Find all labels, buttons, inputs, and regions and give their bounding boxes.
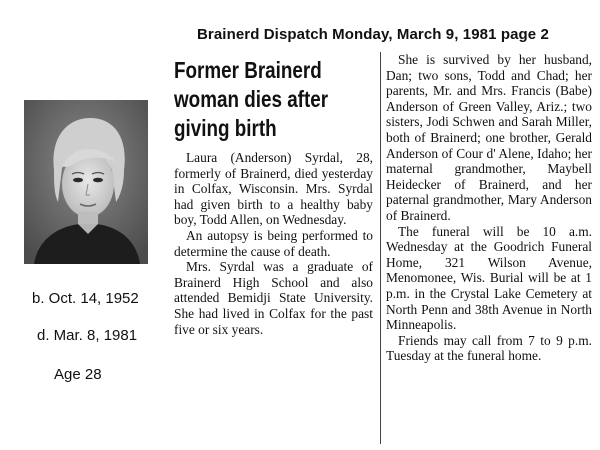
- age-label: Age 28: [54, 366, 102, 383]
- death-date: d. Mar. 8, 1981: [37, 327, 138, 344]
- headline-line: giving birth: [174, 115, 277, 141]
- article-paragraph: An autopsy is being performed to determine the cause of death.: [174, 227, 373, 259]
- portrait-photo: [24, 100, 148, 264]
- page-header: Brainerd Dispatch Monday, March 9, 1981 page 2: [197, 26, 549, 43]
- article-paragraph: She is survived by her husband, Dan; two sons, Todd and Chad; her parents, Mr. and Mrs. Francis (Babe) Anderson of Green Valley, Ariz.; two sisters, Jodi Schwen and Sarah Miller, both of Brainerd; one brother, Gerald Anderson of Cour d' Alene, Idaho; her maternal grandmother, Maybell Heidecker of Brainerd, and her paternal grandmother, Mary Anderson of Brainerd.: [386, 52, 592, 223]
- column-divider: [380, 52, 381, 444]
- article-paragraph: The funeral will be 10 a.m. Wednesday at the Goodrich Funeral Home, 321 Wilson Avenue, Menomonee, Wis. Burial will be at 1 p.m. in the Crystal Lake Cemetery at North Penn and 38th Avenue in North Minneapolis.: [386, 223, 592, 333]
- headline-line: woman dies after: [174, 86, 329, 112]
- article-column-1: [174, 150, 373, 337]
- article-paragraph: Friends may call from 7 to 9 p.m. Tuesday at the funeral home.: [386, 332, 592, 364]
- article-headline: [174, 56, 379, 143]
- headline-line: Former Brainerd: [174, 57, 322, 83]
- birth-date: b. Oct. 14, 1952: [32, 290, 139, 307]
- article-column-2: [386, 52, 592, 364]
- article-paragraph: Mrs. Syrdal was a graduate of Brainerd High School and also attended Bemidji State University. She had lived in Colfax for the past five or six years.: [174, 259, 373, 337]
- article-paragraph: Laura (Anderson) Syrdal, 28, formerly of Brainerd, died yesterday in Colfax, Wisconsin. Mrs. Syrdal had given birth to a healthy baby boy, Todd Allen, on Wednesday.: [174, 150, 373, 228]
